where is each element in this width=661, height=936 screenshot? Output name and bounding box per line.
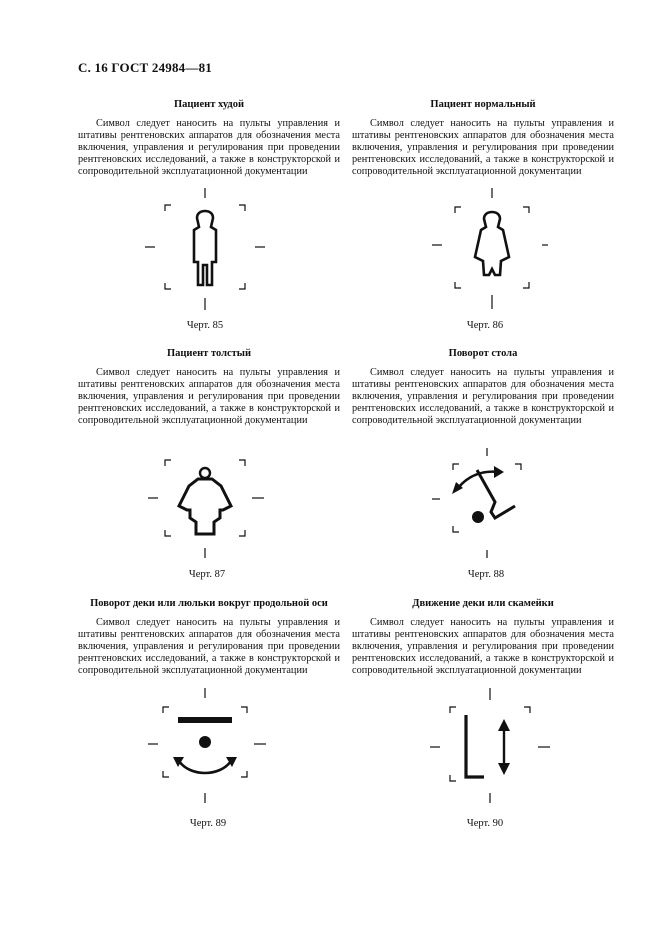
figure-caption: Черт. 86: [466, 320, 504, 331]
section-title: Пациент худой: [173, 99, 245, 110]
figure-caption: Черт. 90: [466, 818, 504, 829]
section-text: Символ следует наносить на пульты управления и штативы рентгеновских аппаратов для обозначения места включения, управления и регулирования при проведении рентгеновских исследований, а также в конструкторской и сопроводительной эксплуатационной документации: [78, 617, 340, 676]
thin-patient-icon: [140, 185, 270, 315]
section-table-movement: [352, 597, 614, 677]
section-text: Символ следует наносить на пульты управления и штативы рентгеновских аппаратов для обозначения места включения, управления и регулирования при проведении рентгеновских исследований, а также в конструкторской и сопроводительной эксплуатационной документации: [78, 118, 340, 177]
figure-caption: Черт. 87: [188, 569, 226, 580]
section-title: Движение деки или скамейки: [412, 598, 554, 609]
figure-caption: Черт. 88: [467, 569, 505, 580]
section-title: Пациент толстый: [166, 348, 252, 359]
fat-patient-icon: [140, 442, 270, 567]
section-text: Символ следует наносить на пульты управления и штативы рентгеновских аппаратов для обозначения места включения, управления и регулирования при проведении рентгеновских исследований, а также в конструкторской и сопроводительной эксплуатационной документации: [352, 617, 614, 676]
figure-caption: Черт. 89: [189, 818, 227, 829]
section-cradle-rotation: [78, 597, 340, 677]
normal-patient-icon: [427, 185, 557, 315]
section-thin-patient: [78, 98, 340, 178]
cradle-rotation-icon: [140, 685, 270, 815]
table-movement-icon: [420, 685, 560, 815]
section-text: Символ следует наносить на пульты управления и штативы рентгеновских аппаратов для обозначения места включения, управления и регулирования при проведении рентгеновских исследований, а также в конструкторской и сопроводительной эксплуатационной документации: [352, 118, 614, 177]
section-normal-patient: [352, 98, 614, 178]
section-table-rotation: [352, 347, 614, 427]
section-text: Символ следует наносить на пульты управления и штативы рентгеновских аппаратов для обозначения места включения, управления и регулирования при проведении рентгеновских исследований, а также в конструкторской и сопроводительной эксплуатационной документации: [352, 367, 614, 426]
section-text: Символ следует наносить на пульты управления и штативы рентгеновских аппаратов для обозначения места включения, управления и регулирования при проведении рентгеновских исследований, а также в конструкторской и сопроводительной эксплуатационной документации: [78, 367, 340, 426]
table-rotation-icon: [422, 442, 552, 567]
section-title: Поворот стола: [448, 348, 518, 359]
section-title: Поворот деки или люльки вокруг продольной оси: [90, 598, 328, 609]
section-fat-patient: [78, 347, 340, 427]
page-header: С. 16 ГОСТ 24984—81: [78, 60, 212, 75]
section-title: Пациент нормальный: [430, 99, 536, 110]
figure-caption: Черт. 85: [186, 320, 224, 331]
